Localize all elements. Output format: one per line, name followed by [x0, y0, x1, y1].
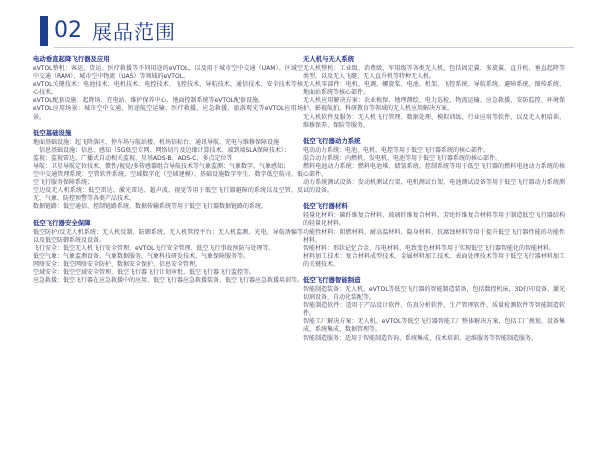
section-paragraph: 智能制造服务：适用于智能制造咨询、系统集成、技术培训、运维服务等智能制造服务。: [303, 334, 538, 342]
section-paragraph: 数据链路：低空通信、控制链路系统、数据传输系统等用于低空飞行器数据链路的系统。: [33, 203, 268, 211]
section-paragraph: 无人机应用解决方案：农业植保、地理测绘、电力巡检、物流运输、应急救援、安防监控、环境保护、影视航拍、科研教育等领域的无人机应用解决方案。: [303, 97, 565, 113]
page-header: [40, 16, 370, 46]
content-section: [303, 201, 565, 269]
content-section: [303, 54, 565, 130]
section-paragraph: eVTOL关键技术：电池技术、电机技术、电控技术、飞控技术、导航技术、通信技术、安全技术等核心技术。: [33, 81, 303, 97]
section-paragraph: 低空气象：气象监测设备、气象数据服务、气象科技研发技术、气象保障服务等。: [33, 252, 250, 260]
section-paragraph: eVTOL整机：客运、货运、医疗救援等不同用途的eVTOL，以及用于城市空中交通（UAM）、区域空中交通（RAM）、城市空中物流（UAS）等领域的eVTOL。: [33, 65, 303, 81]
section-paragraph: 应急救援：低空飞行器在应急救援中的应用、低空飞行器应急救援装备、低空飞行器应急救援培训等。: [33, 277, 304, 285]
section-paragraph: 飞行安全：低空无人机飞行安全管理、eVTOL飞行安全管理、低空飞行事故预防与处理等。: [33, 244, 275, 252]
section-paragraph: 智能工厂解决方案：无人机、eVTOL等低空飞行器智能工厂整体解决方案，包括工厂规划、设备集成、系统集成、数据管理等。: [303, 318, 565, 334]
section-paragraph: 低空防护/反无人机系统：无人机反制、防御系统、无人机管控平台；无人机监测、光电、导航诱骗等以及低空防御系统及设备。: [33, 228, 303, 244]
section-paragraph: 监视：监视雷达、广播式自动相关监视、星基ADS-B、ADS-C、多点定位等: [33, 154, 233, 162]
section-paragraph: 信息基础设施：信息、感知（5G低空专网、网络切片及边缘计算技术、端到端SLA保障技术）；: [33, 146, 290, 154]
section-paragraph: 空边反无人机系统：低空雷达、激光雷达、超声波、视觉等用于低空飞行器避障的系统以及空管、反无、气象、防控预警等各类产品技术。: [33, 187, 303, 203]
section-paragraph: 功能性材料：阻燃材料、耐高温材料、隐身材料、抗腐蚀材料等用于提升低空飞行器性能的功能性材料。: [303, 228, 565, 244]
left-column: [33, 54, 303, 291]
section-title: 低空飞行器安全保障: [33, 218, 91, 227]
section-title: 低空基础设施: [33, 128, 72, 137]
section-paragraph: 无人机整机：工业级、消费级、军用级等各类无人机，包括固定翼、多旋翼、直升机、垂直起降等类型，以及无人飞艇、无人直升机等特种无人机。: [303, 65, 565, 81]
section-paragraph: 轻量化材料：碳纤维复合材料、玻璃纤维复合材料、芳纶纤维复合材料等用于制造低空飞行器结构的轻量化材料。: [303, 212, 565, 228]
section-paragraph: 地面基础设施：起飞降落区、停车场与航站楼、机场信标台、通讯导航、充电与维修保障设施: [33, 138, 280, 146]
page-title: 展品范围: [92, 20, 176, 44]
right-column: [303, 54, 565, 349]
section-paragraph: 动力系统测试设备：发动机测试台架、电机测试台架、电池测试设备等用于低空飞行器动力系统测试的设备。: [303, 179, 565, 195]
content-section: [303, 275, 565, 343]
section-paragraph: 空域安全：低空空域安全管理、低空飞行器飞行计划审批、低空飞行器飞行监控等。: [33, 268, 256, 276]
section-paragraph: 材料加工技术：复合材料成型技术、金属材料加工技术、表面处理技术等用于低空飞行器材料加工的关键技术。: [303, 252, 565, 268]
section-paragraph: 空中交通管理系统：空管软件系统、空域数字化（空域建模）、基础设施数字孪生、数字低空航司、低空飞行服务保障系统；: [33, 171, 303, 187]
section-title: 电动垂直起降飞行器及应用: [33, 55, 110, 63]
content-section: [303, 136, 565, 196]
section-paragraph: 智能制造软件：适用于产品设计软件、仿真分析软件、生产管理软件、质量检测软件等智能制造软件。: [303, 302, 565, 318]
content-section: [33, 218, 303, 286]
content-section: [33, 54, 303, 122]
section-number: 02: [54, 18, 82, 43]
header-divider: [54, 47, 574, 48]
section-paragraph: 混合动力系统：内燃机、发电机、电池等用于低空飞行器系统的核心部件。: [303, 154, 502, 162]
section-paragraph: 燃料电池动力系统：燃料电池堆、储氢系统、控制系统等用于低空飞行器的燃料电池动力系统的核心部件。: [303, 162, 565, 179]
section-title: 低空飞行器智能制造: [303, 275, 361, 284]
section-paragraph: 无人机软件及服务：无人机飞行管理、数据处理、模拟训练、行业应用等软件，以及无人机培训、维修保养、保险等服务。: [303, 113, 565, 129]
header-accent-bar: [40, 16, 48, 46]
section-paragraph: 网络安全：低空网络安全防护、数据安全保护、信息安全管理。: [33, 260, 202, 268]
section-title: 无人机与无人系统: [303, 55, 355, 63]
section-paragraph: 导航：卫星导航定位技术、惯性/视觉/多传感器组合导航技术等气象监测：气象数字、气象感知；: [33, 162, 290, 170]
section-paragraph: 电动动力系统：电池、电机、电控等用于低空飞行器系统的核心部件。: [303, 146, 490, 154]
section-paragraph: 无人机零部件：电机、电调、螺旋桨、电池、机架、飞控系统、导航系统、避障系统、图传系统、地面站系统等核心部件。: [303, 81, 565, 97]
section-paragraph: 智能制造装备：无人机、eVTOL等低空飞行器的智能制造装备，包括数控机床、3D打印设备、激光切割设备、自动化装配等。: [303, 285, 565, 302]
section-paragraph: 智能材料：形状记忆合金、压电材料、电致变色材料等用于实现低空飞行器智能化的智能材料。: [303, 244, 556, 252]
section-paragraph: eVTOL配套设施：起降场、充电站、维护保养中心、地面控制系统等eVTOL配套设施。: [33, 97, 265, 105]
section-title: 低空飞行器动力系统: [303, 136, 361, 145]
section-title: 低空飞行器材料: [303, 202, 348, 211]
content-section: [33, 128, 303, 212]
section-paragraph: eVTOL应用场景：城市空中交通、短途航空运输、医疗救援、应急救援、旅游观光等eVTOL应用场景。: [33, 105, 303, 121]
